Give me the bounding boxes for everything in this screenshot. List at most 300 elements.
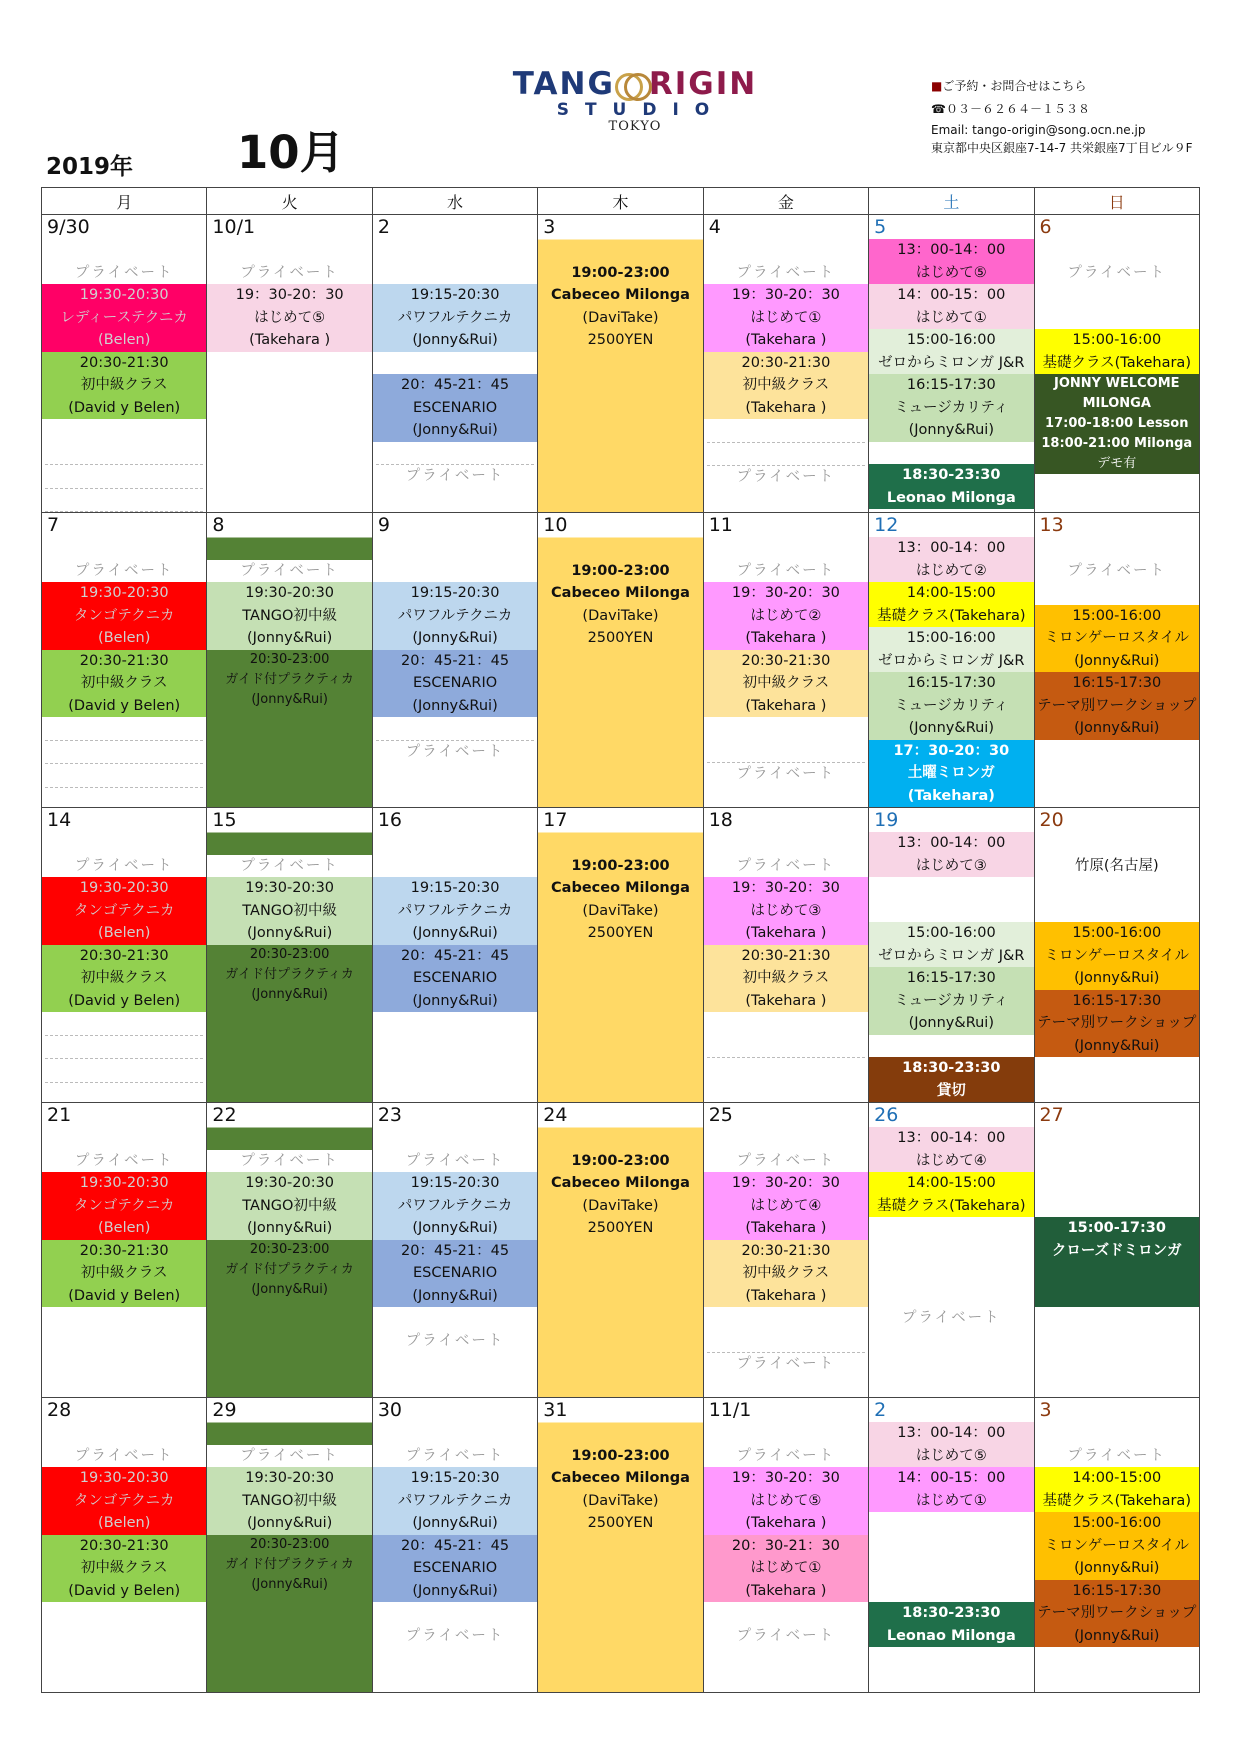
event-line: プライベート — [736, 264, 836, 281]
event-block[interactable] — [207, 1467, 371, 1535]
event-block[interactable] — [869, 1172, 1033, 1217]
contact-phone[interactable]: ☎０３－６２６４－１５３８ — [931, 102, 1090, 116]
empty-slot — [1035, 1127, 1199, 1150]
event-line: (DaviTake) — [582, 1492, 659, 1509]
event-line: 基礎クラス(Takehara) — [1042, 1492, 1191, 1509]
day-cell[interactable] — [703, 215, 868, 513]
event-line: (Jonny&Rui) — [412, 332, 498, 348]
event-block[interactable] — [704, 877, 868, 945]
day-number: 23 — [377, 1104, 403, 1126]
event-line: はじめて① — [915, 309, 987, 326]
event-block[interactable] — [1035, 329, 1199, 374]
event-block[interactable] — [869, 627, 1033, 672]
event-block[interactable] — [1035, 1217, 1199, 1307]
event-block[interactable] — [373, 877, 537, 945]
event-line: (Takehara ) — [745, 630, 827, 646]
event-block[interactable] — [704, 945, 868, 1013]
event-line: MILONGA — [1082, 396, 1151, 411]
day-cell[interactable] — [538, 808, 703, 1103]
event-line: 2500YEN — [587, 332, 654, 348]
calendar-month: 10月 — [237, 126, 345, 179]
event-time: 20：30-21：30 — [731, 1537, 840, 1554]
event-block[interactable] — [1035, 1512, 1199, 1580]
event-line: プライベート — [74, 562, 174, 579]
event-block[interactable] — [373, 1172, 537, 1240]
event-time: 19:15-20:30 — [410, 585, 500, 601]
event-line: プライベート — [240, 562, 339, 579]
event-time: 14：00-15：00 — [897, 1470, 1006, 1486]
event-line: (Jonny&Rui) — [1074, 970, 1160, 986]
event-block[interactable] — [42, 582, 206, 650]
day-cell[interactable] — [207, 808, 372, 1103]
event-block[interactable] — [42, 284, 206, 352]
empty-slot — [1035, 1195, 1199, 1218]
event-line: (Jonny&Rui) — [1074, 720, 1160, 736]
event-line: 2500YEN — [587, 1515, 654, 1531]
event-line: プライベート — [74, 264, 174, 281]
event-line: 初中級クラス — [80, 1560, 168, 1576]
event-line: ガイド付プラクティカ — [225, 1556, 354, 1572]
event-block[interactable] — [207, 1240, 371, 1300]
event-block[interactable] — [869, 832, 1033, 877]
event-time: 19:00-23:00 — [571, 1447, 670, 1464]
day-cell[interactable] — [207, 215, 372, 513]
event-line: (Jonny&Rui) — [1074, 652, 1160, 669]
day-cell[interactable] — [538, 513, 703, 808]
day-cell[interactable] — [703, 513, 868, 808]
event-block[interactable] — [869, 672, 1033, 740]
empty-slot — [869, 877, 1033, 900]
event-block[interactable] — [207, 877, 371, 945]
private-label — [704, 1625, 868, 1648]
event-block[interactable] — [1035, 1580, 1199, 1648]
divider — [707, 419, 865, 443]
event-time: 20:30-21:30 — [79, 354, 169, 371]
event-time: 19：30-20：30 — [731, 1470, 840, 1486]
day-number: 30 — [377, 1399, 403, 1421]
event-block[interactable] — [1035, 1467, 1199, 1512]
empty-slot — [1035, 537, 1199, 560]
day-cell[interactable] — [42, 808, 207, 1103]
day-number: 24 — [538, 1103, 702, 1127]
empty-slot — [42, 832, 206, 855]
event-line: ゼロからミロンガ J&R — [878, 354, 1025, 371]
event-block[interactable] — [207, 650, 371, 710]
private-label — [373, 465, 537, 488]
event-block[interactable] — [869, 967, 1033, 1035]
rings-icon — [615, 73, 649, 99]
day-cell[interactable] — [372, 1398, 537, 1693]
divider — [45, 717, 203, 741]
event-line: プライベート — [736, 1447, 836, 1464]
event-line: プライベート — [736, 1152, 836, 1169]
event-line: ESCENARIO — [412, 1265, 498, 1281]
day-cell[interactable] — [372, 513, 537, 808]
empty-slot — [42, 419, 206, 442]
event-block[interactable] — [869, 239, 1033, 284]
event-time: 20：45-21：45 — [401, 947, 510, 964]
event-time: 19:30-20:30 — [245, 585, 335, 601]
event-line: (Belen) — [98, 1515, 151, 1531]
event-line: はじめて⑤ — [750, 1492, 822, 1509]
private-label — [373, 1625, 537, 1648]
event-block[interactable] — [704, 582, 868, 650]
event-block[interactable] — [704, 650, 868, 718]
weekday-sat: 土 — [869, 188, 1034, 215]
event-block[interactable] — [207, 1172, 371, 1240]
event-line: プライベート — [1067, 562, 1167, 579]
event-line: プライベート — [736, 857, 836, 874]
event-line: TANGO初中級 — [242, 1492, 337, 1509]
weekday-mon: 月 — [42, 188, 207, 215]
event-line: (Belen) — [98, 925, 151, 941]
day-cell[interactable] — [703, 1103, 868, 1398]
divider — [45, 489, 203, 513]
weekday-header-row — [42, 188, 1200, 215]
event-time: 13：00-14：00 — [897, 835, 1006, 851]
event-time: 19:00-23:00 — [571, 562, 670, 579]
event-line: 18:00-21:00 Milonga — [1041, 436, 1193, 451]
day-cell[interactable] — [42, 1398, 207, 1693]
event-time: 18:30-23:30 — [902, 1605, 1001, 1621]
event-time: 13：00-14：00 — [897, 540, 1006, 556]
event-time: 14:00-15:00 — [906, 585, 996, 601]
day-cell[interactable] — [372, 215, 537, 513]
event-line: (Takehara ) — [745, 925, 827, 941]
event-line: プライベート — [736, 469, 836, 485]
event-block[interactable] — [869, 1057, 1033, 1102]
event-line: プライベート — [74, 1152, 174, 1169]
event-line: はじめて③ — [915, 857, 987, 874]
event-block[interactable] — [704, 284, 868, 352]
event-time: 20：45-21：45 — [401, 1537, 510, 1554]
event-line: (Jonny&Rui) — [908, 422, 994, 438]
day-number: 3 — [1039, 1399, 1052, 1421]
day-cell[interactable] — [42, 513, 207, 808]
event-block[interactable] — [42, 352, 206, 420]
event-line: (David y Belen) — [68, 1582, 181, 1599]
divider — [45, 1059, 203, 1083]
day-number: 17 — [538, 808, 702, 832]
event-line: ガイド付プラクティカ — [225, 966, 354, 982]
private-label — [42, 1150, 206, 1173]
empty-slot — [207, 832, 371, 855]
event-time: 20:30-21:30 — [741, 1242, 831, 1259]
event-line: (Jonny&Rui) — [251, 691, 328, 707]
event-time: 15:00-16:00 — [906, 332, 996, 348]
event-block[interactable] — [869, 537, 1033, 582]
day-cell[interactable] — [372, 808, 537, 1103]
private-label — [869, 1307, 1033, 1330]
day-cell[interactable] — [207, 1398, 372, 1693]
empty-slot — [373, 855, 537, 878]
day-cell[interactable] — [703, 1398, 868, 1693]
event-block[interactable] — [42, 877, 206, 945]
empty-slot — [869, 1557, 1033, 1580]
event-line: (Jonny&Rui) — [1074, 1560, 1160, 1576]
event-block[interactable] — [869, 464, 1033, 509]
event-time: 14:00-15:00 — [906, 1175, 996, 1191]
event-line: ミュージカリティ — [894, 697, 1009, 714]
event-line: はじめて① — [750, 1560, 822, 1576]
event-time: 17：30-20：30 — [893, 742, 1010, 759]
private-label — [1035, 560, 1199, 583]
event-block[interactable] — [869, 740, 1033, 808]
weekday-wed: 水 — [372, 188, 537, 215]
event-line: (Jonny&Rui) — [412, 925, 498, 941]
event-block[interactable] — [207, 582, 371, 650]
divider — [376, 717, 534, 741]
day-number: 27 — [1039, 1104, 1064, 1126]
event-block[interactable] — [373, 1240, 537, 1308]
event-line: テーマ別ワークショップ — [1037, 1605, 1197, 1621]
empty-slot — [1035, 877, 1199, 900]
event-line: (Jonny&Rui) — [908, 1015, 994, 1031]
event-block[interactable] — [373, 945, 537, 1013]
event-block[interactable] — [1035, 990, 1199, 1058]
event-block[interactable] — [538, 855, 702, 945]
event-block[interactable] — [704, 1535, 868, 1603]
empty-slot — [42, 1422, 206, 1445]
divider — [376, 442, 534, 466]
event-block[interactable] — [1035, 672, 1199, 740]
event-line: はじめて④ — [915, 1152, 987, 1169]
event-block[interactable] — [704, 1172, 868, 1240]
event-line: ゼロからミロンガ J&R — [878, 652, 1025, 669]
event-line: (Jonny&Rui) — [412, 1220, 498, 1236]
day-number: 14 — [47, 809, 72, 831]
monthly-calendar — [41, 187, 1200, 1693]
day-cell[interactable] — [869, 1103, 1034, 1398]
event-block[interactable] — [869, 374, 1033, 442]
empty-slot — [1035, 900, 1199, 923]
day-number: 7 — [47, 514, 60, 536]
event-block[interactable] — [1035, 374, 1199, 474]
empty-slot — [207, 537, 371, 560]
event-line: (Jonny&Rui) — [246, 925, 333, 941]
event-time: 18:30-23:30 — [902, 1060, 1001, 1076]
event-line: (Jonny&Rui) — [251, 986, 328, 1002]
event-time: 20:30-21:30 — [741, 652, 831, 669]
event-block[interactable] — [373, 1467, 537, 1535]
event-line: プライベート — [405, 1152, 505, 1169]
event-line: プライベート — [1067, 1447, 1167, 1464]
event-line: パワフルテクニカ — [397, 309, 513, 326]
day-cell[interactable] — [869, 1398, 1034, 1693]
event-block[interactable] — [869, 1602, 1033, 1647]
private-label — [373, 741, 537, 764]
event-block[interactable] — [373, 650, 537, 718]
event-line: Cabeceo Milonga — [551, 880, 690, 896]
event-line: プライベート — [405, 1627, 505, 1644]
empty-slot — [1035, 582, 1199, 605]
event-block[interactable] — [1035, 605, 1199, 673]
event-line — [1035, 1262, 1199, 1285]
day-number: 2 — [377, 216, 390, 238]
event-line: タンゴテクニカ — [73, 1492, 175, 1509]
event-line: パワフルテクニカ — [397, 902, 513, 919]
contact-email[interactable]: Email: tango-origin@song.ocn.ne.jp — [931, 123, 1146, 137]
day-cell[interactable] — [42, 1103, 207, 1398]
day-number: 25 — [708, 1104, 733, 1126]
event-block[interactable] — [704, 1467, 868, 1535]
event-line: (Jonny&Rui) — [1074, 1627, 1160, 1644]
empty-slot — [373, 560, 537, 583]
day-number: 26 — [874, 1104, 899, 1126]
empty-slot — [869, 1240, 1033, 1263]
day-number: 3 — [538, 215, 702, 239]
empty-slot — [869, 1217, 1033, 1240]
day-number: 10/1 — [212, 216, 256, 238]
event-time: 20：45-21：45 — [401, 377, 510, 393]
event-time: 19:30-20:30 — [79, 1175, 169, 1191]
event-line: ミロンゲーロスタイル — [1044, 1537, 1189, 1554]
day-cell[interactable] — [869, 513, 1034, 808]
event-block[interactable] — [373, 284, 537, 352]
event-time: 13：00-14：00 — [897, 242, 1006, 258]
event-line: (Takehara ) — [745, 399, 827, 416]
event-line: 基礎クラス(Takehara) — [877, 607, 1026, 624]
event-block[interactable] — [869, 329, 1033, 374]
event-time: 20:30-21:30 — [741, 947, 831, 964]
empty-slot — [538, 537, 702, 560]
event-block[interactable] — [42, 945, 206, 1013]
calendar-week-row — [42, 513, 1200, 808]
empty-slot — [42, 537, 206, 560]
event-line: ESCENARIO — [412, 675, 498, 691]
event-line: 初中級クラス — [80, 377, 168, 393]
day-cell[interactable] — [1034, 1398, 1199, 1693]
day-cell[interactable] — [207, 1103, 372, 1398]
event-line: (Takehara ) — [745, 697, 827, 714]
event-line: プライベート — [736, 766, 836, 782]
event-block[interactable] — [704, 352, 868, 420]
day-cell[interactable] — [538, 1398, 703, 1693]
studio-logo — [470, 68, 800, 138]
event-line: Cabeceo Milonga — [551, 585, 690, 601]
event-line: Cabeceo Milonga — [551, 1470, 690, 1486]
event-block[interactable] — [207, 1535, 371, 1595]
event-block[interactable] — [42, 1240, 206, 1308]
day-number: 28 — [47, 1399, 72, 1421]
event-block[interactable] — [869, 1127, 1033, 1172]
logo-text-studio: STUDIO — [556, 100, 726, 120]
event-block[interactable] — [42, 1467, 206, 1535]
day-cell[interactable] — [1034, 513, 1199, 808]
event-time: 19:30-20:30 — [79, 585, 169, 601]
day-number: 9/30 — [47, 216, 90, 238]
event-time: 19:30-20:30 — [79, 1470, 169, 1486]
event-block[interactable] — [373, 1535, 537, 1603]
event-line: (Takehara ) — [745, 1582, 827, 1599]
event-time: 16:15-17:30 — [906, 675, 996, 691]
empty-slot — [869, 1580, 1033, 1603]
event-line: Cabeceo Milonga — [551, 1175, 690, 1191]
day-cell[interactable] — [538, 1103, 703, 1398]
event-line: (Belen) — [98, 630, 151, 646]
event-block[interactable] — [42, 1172, 206, 1240]
event-line: Cabeceo Milonga — [551, 287, 690, 303]
day-cell[interactable] — [207, 513, 372, 808]
event-time: 20：45-21：45 — [401, 1242, 510, 1259]
day-cell[interactable] — [1034, 215, 1199, 513]
empty-slot — [373, 1602, 537, 1625]
event-line: タンゴテクニカ — [73, 607, 175, 624]
private-label — [1035, 1445, 1199, 1468]
event-line: (Jonny&Rui) — [412, 1582, 498, 1599]
event-block[interactable] — [869, 284, 1033, 329]
event-line: (Jonny&Rui) — [412, 1515, 498, 1531]
empty-slot — [704, 1012, 868, 1035]
event-time: 15:00-16:00 — [906, 925, 996, 941]
day-cell[interactable] — [1034, 808, 1199, 1103]
event-block[interactable] — [704, 1240, 868, 1308]
empty-slot — [538, 239, 702, 262]
event-block[interactable] — [869, 922, 1033, 967]
private-label — [704, 560, 868, 583]
private-label — [207, 560, 371, 583]
event-time: 14:00-15:00 — [1072, 1470, 1162, 1486]
private-label — [42, 855, 206, 878]
day-cell[interactable] — [869, 215, 1034, 513]
day-cell[interactable] — [372, 1103, 537, 1398]
event-block[interactable] — [538, 1445, 702, 1535]
private-label — [207, 262, 371, 285]
event-time: 19：30-20：30 — [731, 1175, 840, 1191]
event-block[interactable] — [373, 582, 537, 650]
divider — [707, 1330, 865, 1354]
event-line: (Jonny&Rui) — [412, 992, 498, 1009]
event-line: TANGO初中級 — [242, 1197, 337, 1214]
private-label — [42, 560, 206, 583]
event-block[interactable] — [538, 560, 702, 650]
day-cell[interactable] — [869, 808, 1034, 1103]
logo-text-tokyo: TOKYO — [608, 119, 662, 134]
event-time: 19:30-20:30 — [79, 287, 169, 303]
event-block[interactable] — [869, 1422, 1033, 1467]
empty-slot — [704, 717, 868, 740]
event-line: 2500YEN — [587, 925, 654, 941]
day-cell[interactable] — [42, 215, 207, 513]
day-cell[interactable] — [1034, 1103, 1199, 1398]
day-cell[interactable] — [703, 808, 868, 1103]
event-block[interactable] — [42, 1535, 206, 1603]
event-block[interactable] — [538, 1150, 702, 1240]
empty-slot — [704, 1307, 868, 1330]
event-block[interactable] — [42, 650, 206, 718]
event-line: はじめて⑤ — [915, 264, 987, 281]
event-line: (Jonny&Rui) — [251, 1576, 328, 1592]
day-cell[interactable] — [538, 215, 703, 513]
event-block[interactable] — [1035, 922, 1199, 990]
day-number: 31 — [538, 1398, 702, 1422]
event-line: (David y Belen) — [68, 1287, 181, 1304]
event-block[interactable] — [207, 945, 371, 1005]
event-block[interactable] — [869, 1467, 1033, 1512]
event-line: Leonao Milonga — [886, 1627, 1016, 1644]
event-line: (Takehara ) — [745, 332, 827, 348]
event-block[interactable] — [869, 582, 1033, 627]
private-label — [704, 855, 868, 878]
event-time: 19：30-20：30 — [731, 287, 840, 303]
event-block[interactable] — [538, 262, 702, 352]
event-block[interactable] — [207, 284, 371, 352]
event-block[interactable] — [373, 374, 537, 442]
event-time: 16:15-17:30 — [906, 377, 996, 393]
event-line: ESCENARIO — [412, 399, 498, 416]
event-line: ESCENARIO — [412, 970, 498, 986]
day-number: 19 — [874, 809, 899, 831]
